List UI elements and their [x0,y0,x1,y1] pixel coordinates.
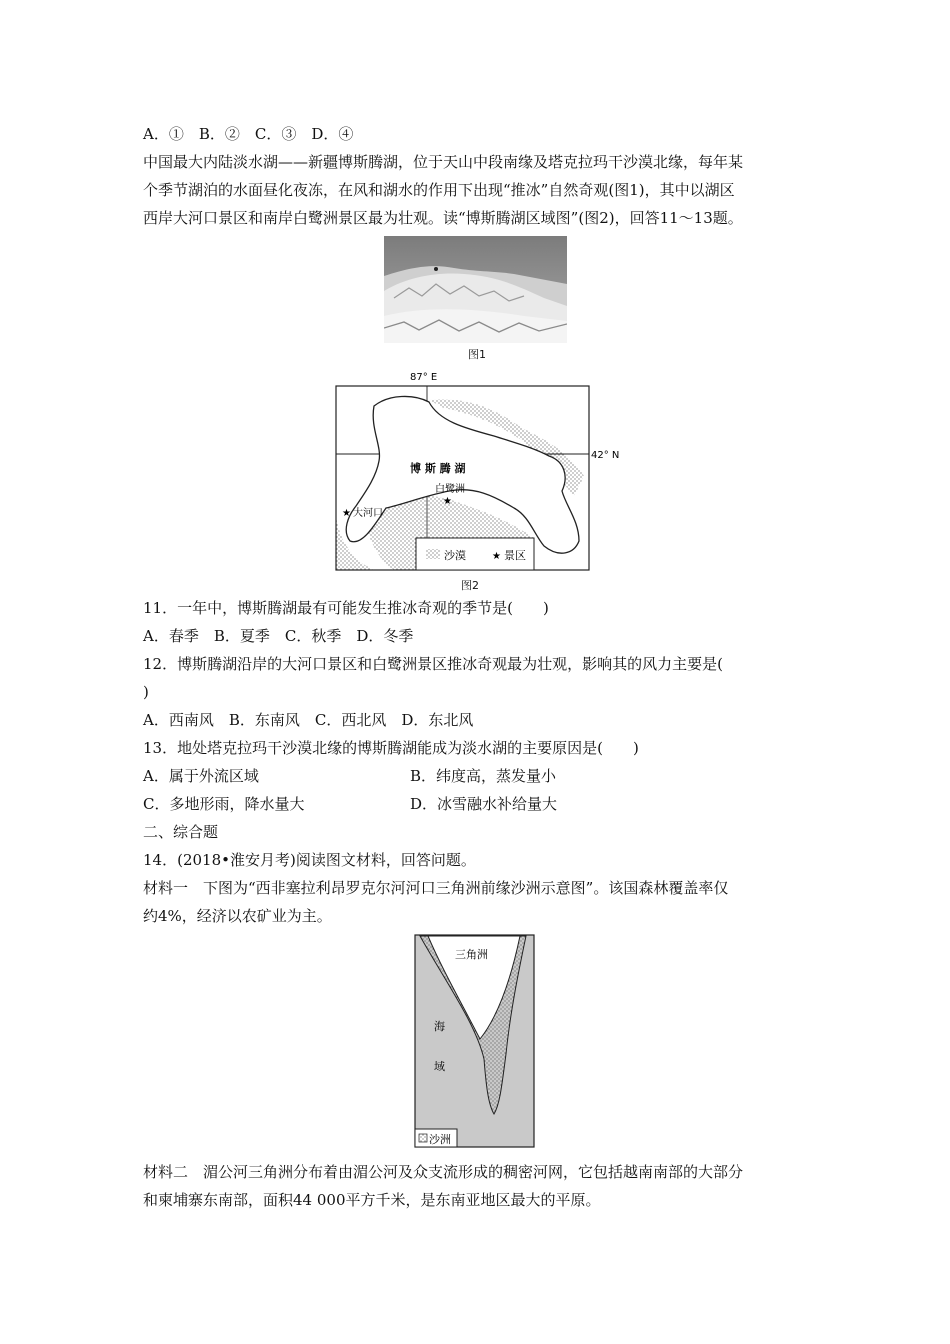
lake-name: 博 斯 腾 湖 [410,462,466,475]
intro-line-1: 中国最大内陆淡水湖——新疆博斯腾湖，位于天山中段南缘及塔克拉玛干沙漠北缘，每年某 [143,153,744,171]
q13-option-c: C．多地形雨，降水量大 [143,795,305,813]
fig2-caption: 图2 [461,579,479,592]
q13-option-a: A．属于外流区域 [143,767,259,785]
delta-map [414,934,535,1148]
q14-stem: 14．(2018•淮安月考)阅读图文材料，回答问题。 [143,851,476,869]
lake-map [334,366,624,574]
lon-label: 87° E [410,372,438,383]
intro-line-2: 个季节湖泊的水面昼化夜冻，在风和湖水的作用下出现“推冰”自然奇观(图1)，其中以湖区 [143,181,735,199]
material2-line-1: 材料二 湄公河三角洲分布着由湄公河及众支流形成的稠密河网，它包括越南南部的大部分 [143,1163,744,1181]
q12-options: A．西南风 B．东南风 C．西北风 D．东北风 [143,711,474,729]
legend-desert: 沙漠 [444,549,466,562]
q13-option-b: B．纬度高，蒸发量小 [410,767,557,785]
intro-line-3: 西岸大河口景区和南岸白鹭洲景区最为壮观。读“博斯腾湖区域图”(图2)，回答11～13题。 [143,209,743,227]
material1-line-2: 约4%，经济以农矿业为主。 [143,907,332,925]
q12-stem: 12．博斯腾湖沿岸的大河口景区和白鹭洲景区推冰奇观最为壮观，影响其的风力主要是( [143,655,723,673]
delta-label: 三角洲 [455,948,488,961]
sea-label-2: 域 [434,1060,445,1073]
legend-spot: 景区 [504,549,526,562]
sea-label-1: 海 [434,1020,445,1033]
q11-options: A．春季 B．夏季 C．秋季 D．冬季 [143,627,414,645]
fig1-caption: 图1 [468,348,486,361]
sandbar-legend: 沙洲 [429,1133,451,1146]
q13-stem: 13．地处塔克拉玛干沙漠北缘的博斯腾湖能成为淡水湖的主要原因是( ) [143,739,639,757]
section-title: 二、综合题 [143,823,219,841]
material1-line-1: 材料一 下图为“西非塞拉利昂罗克尔河河口三角洲前缘沙洲示意图”。该国森林覆盖率仅 [143,879,729,897]
top-options: A．① B．② C．③ D．④ [143,125,354,143]
q11-stem: 11．一年中，博斯腾湖最有可能发生推冰奇观的季节是( ) [143,599,549,617]
ice-photo [384,236,567,343]
lat-label: 42° N [591,450,620,461]
bailuzhou-label: 白鹭洲 [435,484,465,495]
dahekou-star: ★ [342,508,351,519]
material2-line-2: 和柬埔寨东南部，面积44 000平方千米，是东南亚地区最大的平原。 [143,1191,601,1209]
legend-star: ★ [492,551,501,562]
q12-stem-end: ) [143,683,149,701]
q13-option-d: D．冰雪融水补给量大 [410,795,558,813]
dahekou-label: 大河口 [353,508,383,519]
bailuzhou-star: ★ [443,496,452,507]
